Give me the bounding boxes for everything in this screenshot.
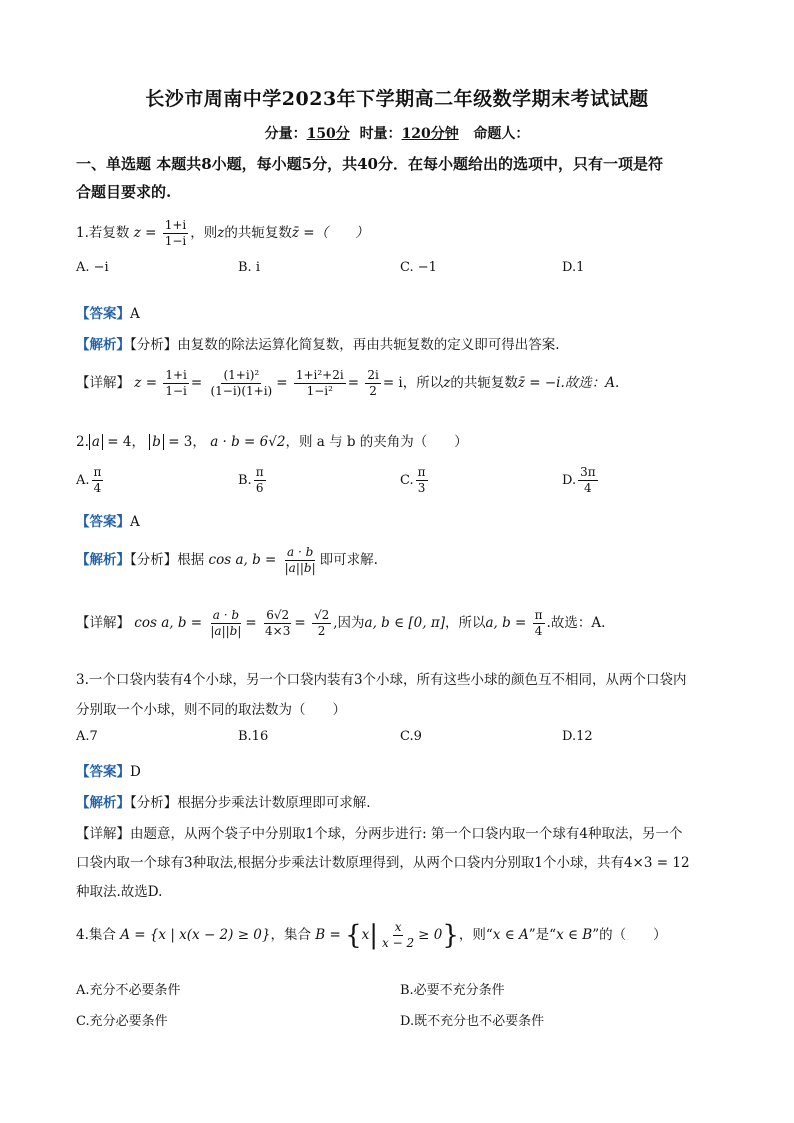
q1-option-d: D.1 [562,260,585,275]
time-label: 时量： [359,126,402,142]
exam-meta [0,123,794,143]
q2-option-c: C. $\frac{\pi}{3}$ [400,465,426,495]
time-value: 120分钟 [401,126,459,142]
q1-option-b: B. i [238,260,260,275]
q1-answer: 【答案】A [76,306,140,322]
q1-stem-text: 1.若复数 [76,225,130,241]
q1-option-c: C. −1 [400,260,437,275]
q2-answer: 【答案】A [76,514,140,530]
q3-option-b: B.16 [238,729,269,744]
q4-option-b: B.必要不充分条件 [400,983,505,998]
q3-analysis: 【解析】【分析】根据分步乘法计数原理即可求解. [76,795,371,811]
q1-detail: 【详解】 z = $\frac{1+i}{1-i}$ = $\frac{\text{(1+i)²}}{(1-i)(1+i)}$ = $\frac{\text{1+i²+2i}}{\text{1−i²}}$ = $\frac{2i}{2}$ = i，所以z的共轭复数z̄ = −i.故选：A. [76,368,620,398]
q3-stem: 3.一个口袋内装有4个小球，另一个口袋内装有3个小球，所有这些小球的颜色互不相同，从两个口袋内 分别取一个小球，则不同的取法数为（ ） [76,672,687,718]
section-heading [76,150,726,206]
q4-option-d: D.既不充分也不必要条件 [400,1014,545,1029]
q1-option-a: A. −i [76,260,109,275]
q1-analysis: 【解析】【分析】由复数的除法运算化简复数，再由共轭复数的定义即可得出答案. [76,337,560,353]
score-value: 150分 [306,126,350,142]
author-label: 命题人： [473,126,530,142]
page-title: 长沙市周南中学2023年下学期高二年级数学期末考试试题 [145,88,649,110]
score-label: 分量： [264,126,307,142]
q3-option-c: C.9 [400,729,422,744]
q2-detail: 【详解】 cos a, b = $\frac{a \cdot b}{|a||b|}$ = $\frac{6√2}{4\times 3}$ = $\frac{√2}{2}$ ,因为a, b ∈ [0, π]，所以a, b = $\frac{\pi}{4}$ .故选：A. [76,608,606,638]
q2-option-a: A. $\frac{\pi}{4}$ [76,465,102,495]
q1-z: z = [133,225,157,241]
q1-stem: 1.若复数 z = $\frac{1+i}{1-i}$ ，则z的共轭复数z̄ =（ ） [76,218,369,248]
q2-stem: 2. a = 4， b = 3， a · b = 6√2，则 a 与 b 的夹角为（ ） [76,434,468,450]
q4-option-a: A.充分不必要条件 [76,983,181,998]
q3-detail: 【详解】由题意，从两个袋子中分别取1个球，分两步进行: 第一个口袋内取一个球有4种取法，另一个 口袋内取一个球有3种取法,根据分步乘法计数原理得到，从两个口袋内分别取1个小球，共有4×3 = 12 种取法.故选D. [76,826,690,900]
q3-option-d: D.12 [562,729,593,744]
q3-option-a: A.7 [76,729,98,744]
q2-option-d: D. $\frac{3\pi}{4}$ [562,465,596,495]
q4-stem: 4.集合 A = {x | x(x − 2) ≥ 0}，集合 B = {x| $\frac{x}{x - 2}$ ≥ 0}，则“x ∈ A”是“x ∈ B”的（ ） [76,920,667,951]
q4-option-c: C.充分必要条件 [76,1014,168,1029]
q1-fraction: $\frac{1+i}{1-i}$ [164,218,187,248]
q2-norm-b: b [149,434,164,450]
q2-analysis: 【解析】【分析】根据 cos a, b = $\frac{a \cdot b}{|a||b|}$ 即可求解. [76,545,378,575]
section-line-1: 一、单选题 本题共8小题，每小题5分，共40分．在每小题给出的选项中，只有一项是符 [76,155,663,173]
q3-answer: 【答案】D [76,764,141,780]
q2-option-b: B. $\frac{\pi}{6}$ [238,465,264,495]
q2-norm-a: a [89,434,103,450]
section-line-2: 合题目要求的. [76,183,172,201]
